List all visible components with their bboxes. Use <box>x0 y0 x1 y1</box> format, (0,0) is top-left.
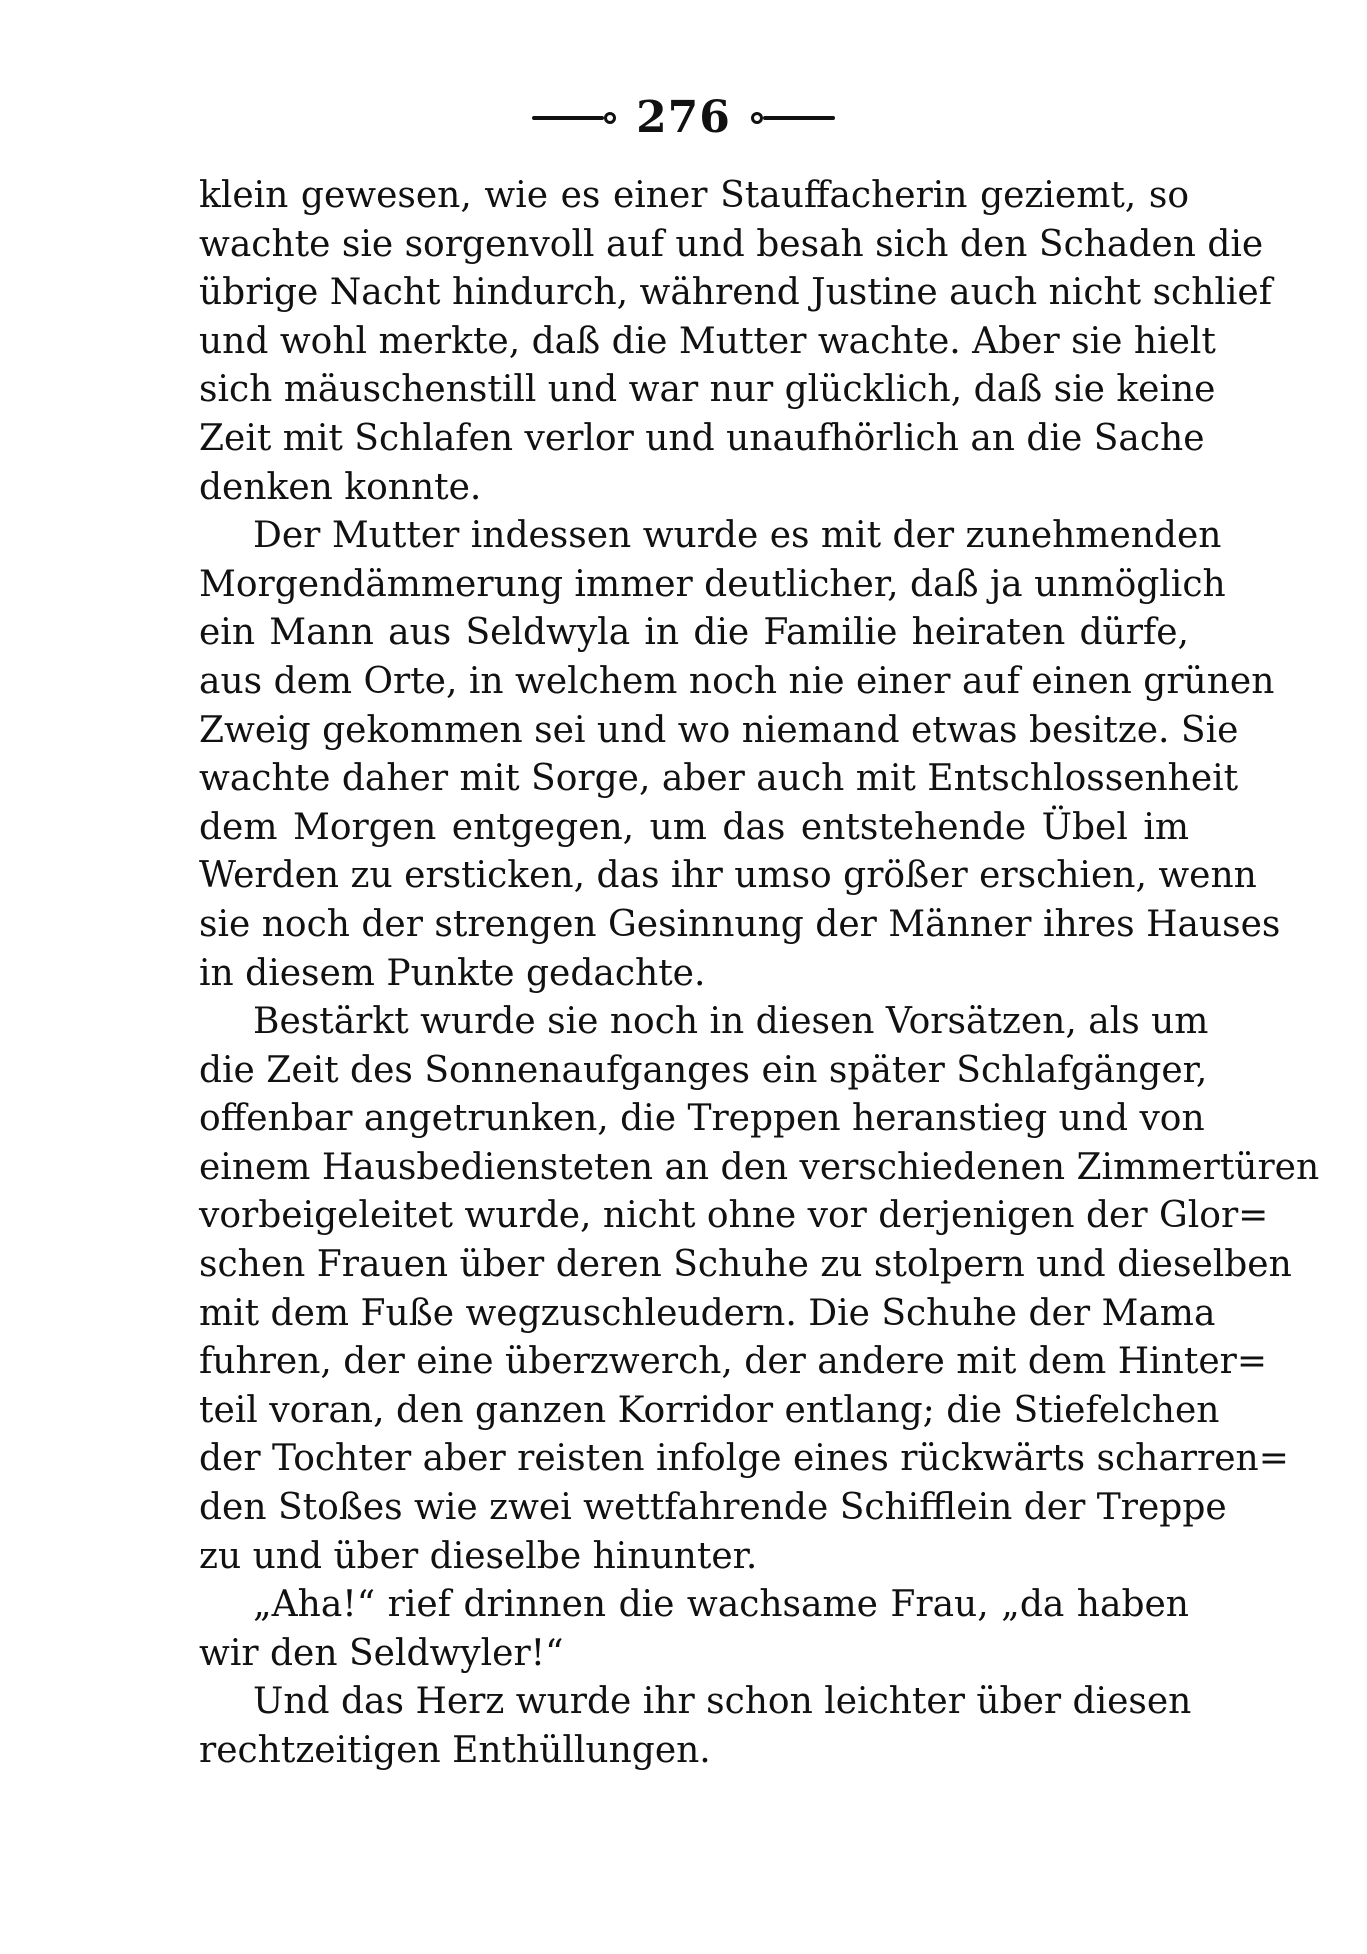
paragraph <box>199 1581 1189 1678</box>
ornament-right <box>751 112 835 124</box>
text-line: Zweig gekommen sei und wo niemand etwas besitze. Sie <box>199 709 1239 751</box>
ornament-circle <box>604 112 616 124</box>
text-line: übrige Nacht hindurch, während Justine auch nicht schlief <box>199 272 1273 314</box>
text-line: denken konnte. <box>199 466 482 508</box>
text-line: klein gewesen, wie es einer Stauffacherin geziemt, so <box>199 175 1189 216</box>
text-line: einem Hausbediensteten an den verschiedenen Zimmertüren <box>199 1146 1320 1188</box>
text-line: Bestärkt wurde sie noch in diesen Vorsätzen, als um <box>253 1001 1209 1043</box>
ornament-rule <box>532 116 604 120</box>
text-line: schen Frauen über deren Schuhe zu stolpern und dieselben <box>199 1244 1292 1286</box>
text-line: dem Morgen entgegen, um das entstehende Übel im <box>199 806 1189 848</box>
text-line: Morgendämmerung immer deutlicher, daß ja unmöglich <box>199 563 1226 605</box>
ornament-left <box>532 112 616 124</box>
text-line: die Zeit des Sonnenaufganges ein später Schlafgänger, <box>199 1049 1208 1091</box>
text-line: fuhren, der eine überzwerch, der andere mit dem Hinter= <box>199 1341 1267 1383</box>
text-line: wir den Seldwyler!“ <box>199 1632 564 1674</box>
text-line: wachte daher mit Sorge, aber auch mit Entschlossenheit <box>199 758 1239 800</box>
text-line: Der Mutter indessen wurde es mit der zunehmenden <box>253 515 1222 557</box>
text-line: „Aha!“ rief drinnen die wachsame Frau, „da haben <box>253 1584 1189 1626</box>
text-line: sie noch der strengen Gesinnung der Männer ihres Hauses <box>199 903 1281 945</box>
page-number: 276 <box>636 92 731 143</box>
paragraph <box>199 1678 1192 1775</box>
paragraph <box>199 172 1273 512</box>
text-line: rechtzeitigen Enthüllungen. <box>199 1730 711 1771</box>
ornament-rule <box>763 116 835 120</box>
text-line: zu und über dieselbe hinunter. <box>199 1535 758 1577</box>
text-line: wachte sie sorgenvoll auf und besah sich den Schaden die <box>199 223 1264 265</box>
text-line: und wohl merkte, daß die Mutter wachte. Aber sie hielt <box>199 320 1216 362</box>
paragraph <box>199 998 1320 1581</box>
text-line: vorbeigeleitet wurde, nicht ohne vor derjenigen der Glor= <box>199 1195 1269 1237</box>
text-line: sich mäuschenstill und war nur glücklich, daß sie keine <box>199 369 1216 411</box>
text-line: mit dem Fuße wegzuschleudern. Die Schuhe der Mama <box>199 1292 1216 1334</box>
text-line: aus dem Orte, in welchem noch nie einer auf einen grünen <box>199 660 1275 702</box>
paragraph <box>199 512 1281 998</box>
ornament-circle <box>751 112 763 124</box>
text-line: Und das Herz wurde ihr schon leichter über diesen <box>253 1681 1192 1723</box>
text-line: Zeit mit Schlafen verlor und unaufhörlich an die Sache <box>199 417 1205 459</box>
body-text <box>199 172 1320 1776</box>
text-line: ein Mann aus Seldwyla in die Familie heiraten dürfe, <box>199 612 1189 654</box>
text-line: teil voran, den ganzen Korridor entlang; die Stiefelchen <box>199 1389 1220 1431</box>
text-line: Werden zu ersticken, das ihr umso größer erschien, wenn <box>199 855 1257 897</box>
text-line: den Stoßes wie zwei wettfahrende Schifflein der Treppe <box>199 1487 1227 1529</box>
text-line: der Tochter aber reisten infolge eines rückwärts scharren= <box>199 1438 1289 1480</box>
page-header <box>0 88 1367 148</box>
text-line: offenbar angetrunken, die Treppen heranstieg und von <box>199 1098 1205 1140</box>
text-line: in diesem Punkte gedachte. <box>199 952 706 994</box>
